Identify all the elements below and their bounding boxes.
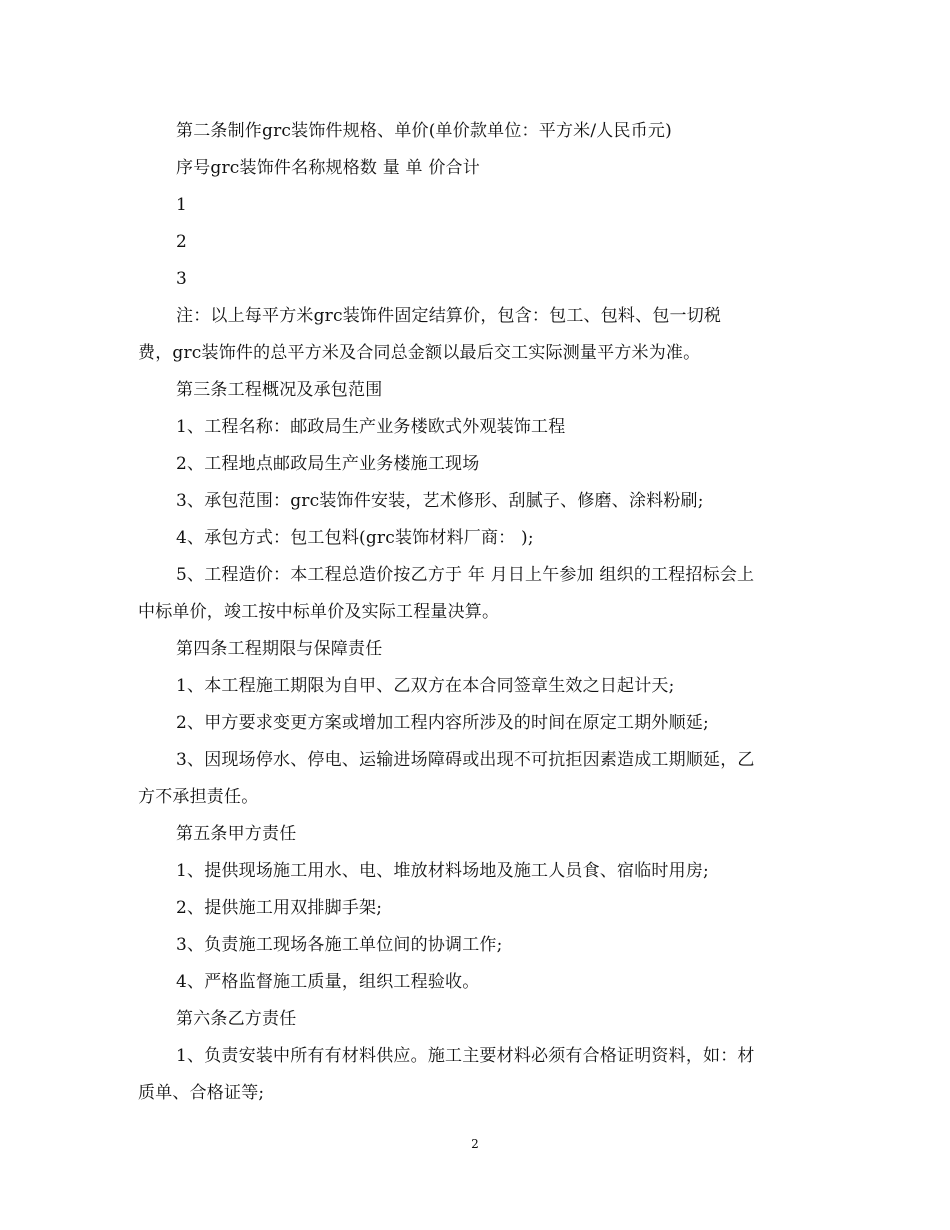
article-3-heading: 第三条工程概况及承包范围 [176,380,383,400]
article-6-item-1-line-1: 1、负责安装中所有有材料供应。施工主要材料必须有合格证明资料，如：材 [176,1046,755,1066]
article-3-item-4: 4、承包方式：包工包料(grc装饰材料厂商： ); [176,528,534,548]
table-header-line: 序号grc装饰件名称规格数 量 单 价合计 [176,158,480,178]
article-3-item-2: 2、工程地点邮政局生产业务楼施工现场 [176,454,480,474]
article-2-heading: 第二条制作grc装饰件规格、单价(单价款单位：平方米/人民币元) [176,121,672,141]
article-5-heading: 第五条甲方责任 [176,824,297,844]
page-number: 2 [471,1137,479,1151]
article-3-item-5-line-2: 中标单价，竣工按中标单价及实际工程量决算。 [138,602,500,622]
article-3-item-1: 1、工程名称：邮政局生产业务楼欧式外观装饰工程 [176,417,566,437]
article-4-item-2: 2、甲方要求变更方案或增加工程内容所涉及的时间在原定工期外顺延; [176,713,709,733]
table-row-2: 2 [176,232,188,252]
article-4-item-1: 1、本工程施工期限为自甲、乙双方在本合同签章生效之日起计天; [176,676,675,696]
article-4-item-3-line-2: 方不承担责任。 [138,787,259,807]
note-line-1: 注：以上每平方米grc装饰件固定结算价，包含：包工、包料、包一切税 [176,306,722,326]
article-5-item-2: 2、提供施工用双排脚手架; [176,898,383,918]
article-5-item-4: 4、严格监督施工质量，组织工程验收。 [176,972,480,992]
article-4-heading: 第四条工程期限与保障责任 [176,639,383,659]
article-5-item-3: 3、负责施工现场各施工单位间的协调工作; [176,935,503,955]
note-line-2: 费，grc装饰件的总平方米及合同总金额以最后交工实际测量平方米为准。 [138,343,701,363]
article-4-item-3-line-1: 3、因现场停水、停电、运输进场障碍或出现不可抗拒因素造成工期顺延，乙 [176,750,755,770]
article-3-item-5-line-1: 5、工程造价：本工程总造价按乙方于 年 月日上午参加 组织的工程招标会上 [176,565,755,585]
table-row-1: 1 [176,195,188,215]
article-5-item-1: 1、提供现场施工用水、电、堆放材料场地及施工人员食、宿临时用房; [176,861,709,881]
article-3-item-3: 3、承包范围：grc装饰件安装，艺术修形、刮腻子、修磨、涂料粉刷; [176,491,704,511]
article-6-heading: 第六条乙方责任 [176,1009,297,1029]
table-row-3: 3 [176,269,188,289]
article-6-item-1-line-2: 质单、合格证等; [138,1083,265,1103]
